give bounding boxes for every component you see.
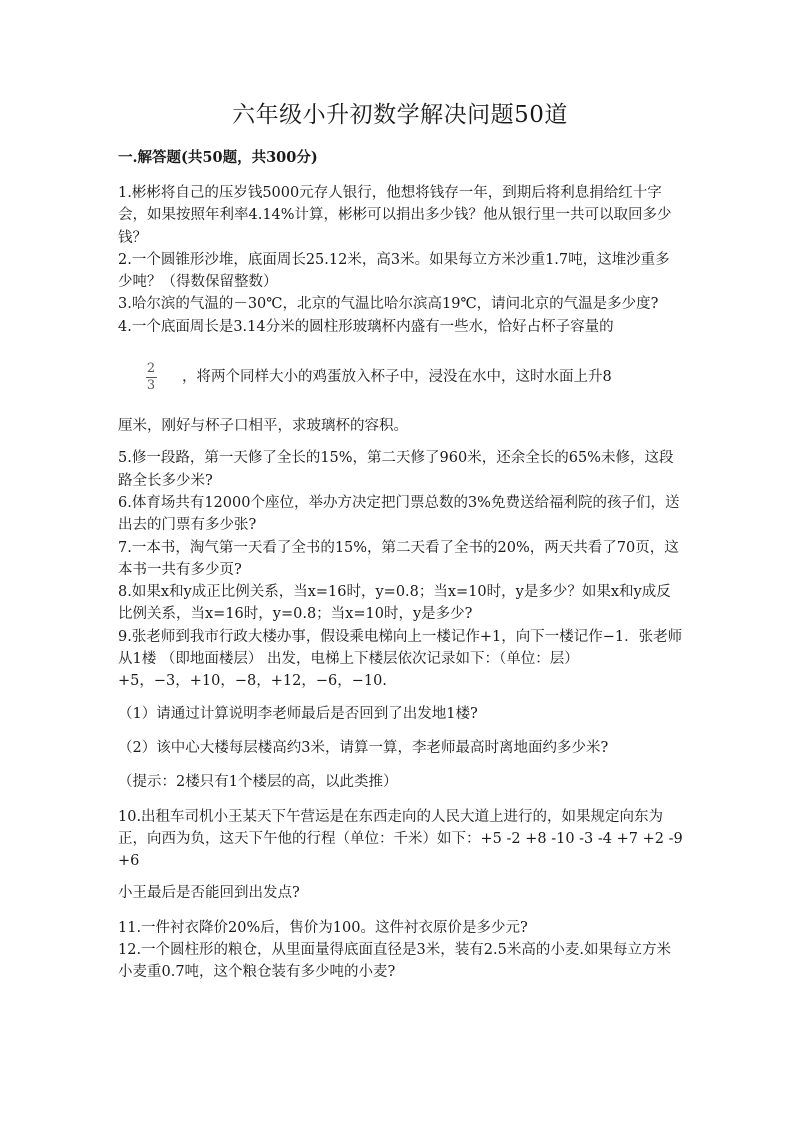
question-4-part2: ，将两个同样大小的鸡蛋放入杯子中，浸没在水中，这时水面上升8 (182, 368, 612, 385)
question-6: 6.体育场共有12000个座位，举办方决定把门票总数的3%免费送给福利院的孩子们，送出去的门票有多少张? (118, 494, 680, 534)
question-9: 9.张老师到我市行政大楼办事，假设乘电梯向上一楼记作+1，向下一楼记作−1．张老师从1楼 （即地面楼层） 出发，电梯上下楼层依次记录如下：（单位：层）+5，−3，+10，−8，+12，−6，−10. (118, 628, 683, 690)
question-3: 3.哈尔滨的气温的－30℃，北京的气温比哈尔滨高19℃，请问北京的气温是多少度? (118, 296, 659, 313)
question-list (118, 182, 684, 984)
question-5: 5.修一段路，第一天修了全长的15%，第二天修了960米，还余全长的65%未修，这段路全长多少米? (118, 450, 674, 489)
question-12: 12.一个圆柱形的粮仓，从里面量得底面直径是3米，装有2.5米高的小麦.如果每立方米小麦重0.7吨，这个粮仓装有多少吨的小麦? (118, 942, 671, 981)
question-4-part1: 4.一个底面周长是3.14分米的圆柱形玻璃杯内盛有一些水，恰好占杯子容量的 (118, 318, 614, 335)
question-10: 10.出租车司机小王某天下午营运是在东西走向的人民大道上进行的，如果规定向东为正，向西为负，这天下午他的行程（单位：千米）如下：+5 -2 +8 -10 -3 -4 +7 +2 -9 +6 (118, 808, 683, 870)
question-9-hint: （提示：2楼只有1个楼层的高，以此类推） (118, 774, 398, 791)
question-10-sub: 小王最后是否能回到出发点? (118, 885, 300, 902)
question-9-sub2: （2）该中心大楼每层楼高约3米，请算一算，李老师最高时离地面约多少米? (118, 739, 609, 756)
question-4-fraction-line (118, 343, 684, 411)
question-2: 2.一个圆锥形沙堆，底面周长25.12米，高3米。如果每立方米沙重1.7吨，这堆沙重多少吨？（得数保留整数） (118, 251, 670, 291)
question-9-sub1: （1）请通过计算说明李老师最后是否回到了出发地1楼? (118, 705, 478, 722)
question-11: 11.一件衬衣降价20%后，售价为100。这件衬衣原价是多少元? (118, 919, 528, 936)
section-heading: 一.解答题(共50题，共300分) (118, 149, 318, 166)
fraction-two-thirds (144, 362, 158, 393)
question-4-part3: 厘米，刚好与杯子口相平，求玻璃杯的容积。 (118, 418, 408, 435)
fraction-numerator: 2 (146, 360, 156, 376)
question-1: 1.彬彬将自己的压岁钱5000元存人银行，他想将钱存一年，到期后将利息捐给红十字会，如果按照年利率4.14%计算，彬彬可以捐出多少钱？他从银行里一共可以取回多少钱？ (118, 185, 672, 246)
document-title: 六年级小升初数学解决问题50道 (232, 102, 568, 128)
question-7: 7.一本书，淘气第一天看了全书的15%，第二天看了全书的20%，两天共看了70页，这本书一共有多少页? (118, 539, 679, 578)
question-8: 8.如果x和y成正比例关系，当x=16时，y=0.8；当x=10时，y是多少？如果x和y成反比例关系，当x=16时，y=0.8；当x=10时，y是多少? (118, 584, 671, 623)
fraction-denominator: 3 (146, 377, 156, 393)
